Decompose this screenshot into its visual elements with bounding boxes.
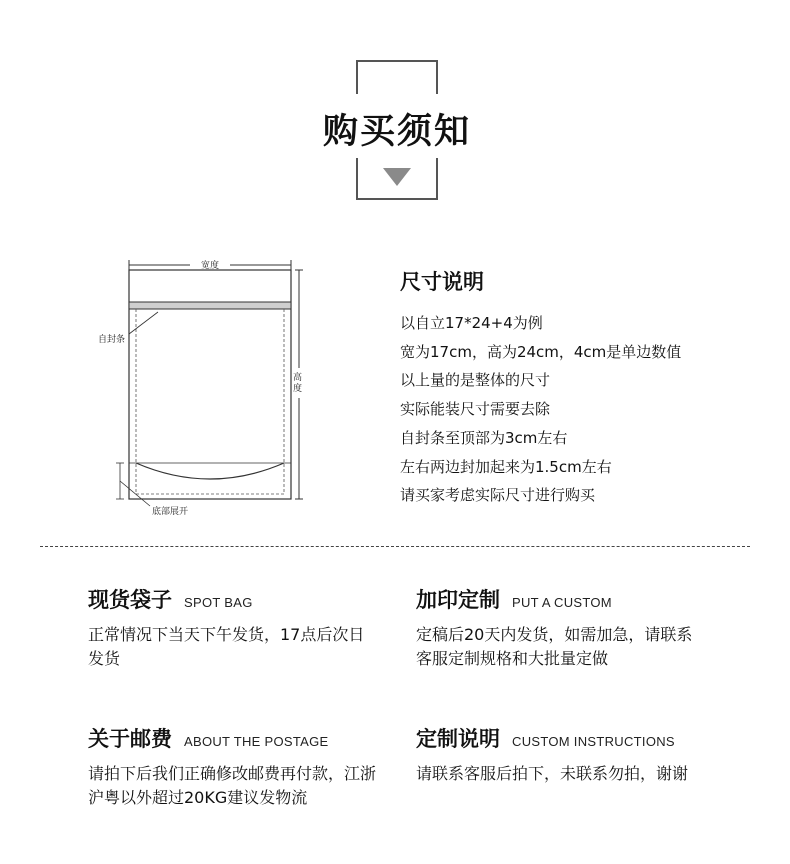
custom-instructions-body: 请联系客服后拍下，未联系勿拍，谢谢 (416, 764, 689, 783)
spot-bag-body: 正常情况下当天下午发货，17点后次日发货 (88, 625, 365, 668)
postage-subtitle: ABOUT THE POSTAGE (184, 734, 329, 749)
zip-strip (129, 302, 291, 309)
custom-print-title: 加印定制 (416, 588, 500, 612)
page-title: 购买须知 (322, 112, 471, 152)
size-lines (400, 309, 681, 510)
size-line: 自封条至顶部为3cm左右 (400, 428, 568, 447)
custom-instructions-subtitle: CUSTOM INSTRUCTIONS (512, 734, 675, 749)
zip-leader-line (129, 312, 158, 334)
gusset-leader-line (120, 481, 150, 506)
spot-bag-subtitle: SPOT BAG (184, 595, 253, 610)
custom-instructions-block (416, 723, 716, 786)
width-label: 宽度 (200, 261, 220, 271)
size-line: 实际能装尺寸需要去除 (400, 400, 551, 419)
gusset-label: 底部展开 (152, 507, 189, 517)
size-line: 以上量的是整体的尺寸 (400, 371, 551, 390)
postage-body: 请拍下后我们正确修改邮费再付款，江浙沪粤以外超过20KG建议发物流 (88, 764, 377, 807)
gusset-curve (136, 463, 284, 479)
custom-print-body: 定稿后20天内发货，如需加急，请联系客服定制规格和大批量定做 (416, 625, 693, 668)
dashed-divider (40, 546, 750, 547)
bag-size-diagram (90, 250, 315, 520)
custom-instructions-title: 定制说明 (416, 727, 500, 751)
size-line: 宽为17cm，高为24cm，4cm是单边数值 (400, 342, 682, 361)
title-bracket-top (356, 60, 438, 94)
size-heading: 尺寸说明 (400, 270, 484, 294)
spot-bag-block (88, 584, 380, 670)
zip-label: 自封条 (98, 335, 126, 345)
size-line: 以自立17*24+4为例 (400, 314, 543, 332)
postage-title: 关于邮费 (88, 727, 172, 751)
custom-print-subtitle: PUT A CUSTOM (512, 595, 612, 610)
spot-bag-title: 现货袋子 (88, 588, 172, 612)
custom-print-block (416, 584, 698, 670)
size-line: 左右两边封加起来为1.5cm左右 (400, 457, 612, 476)
height-label: 高度 (293, 373, 303, 394)
size-line: 请买家考虑实际尺寸进行购买 (400, 486, 596, 505)
postage-block (88, 723, 380, 809)
down-arrow-icon (383, 168, 411, 186)
